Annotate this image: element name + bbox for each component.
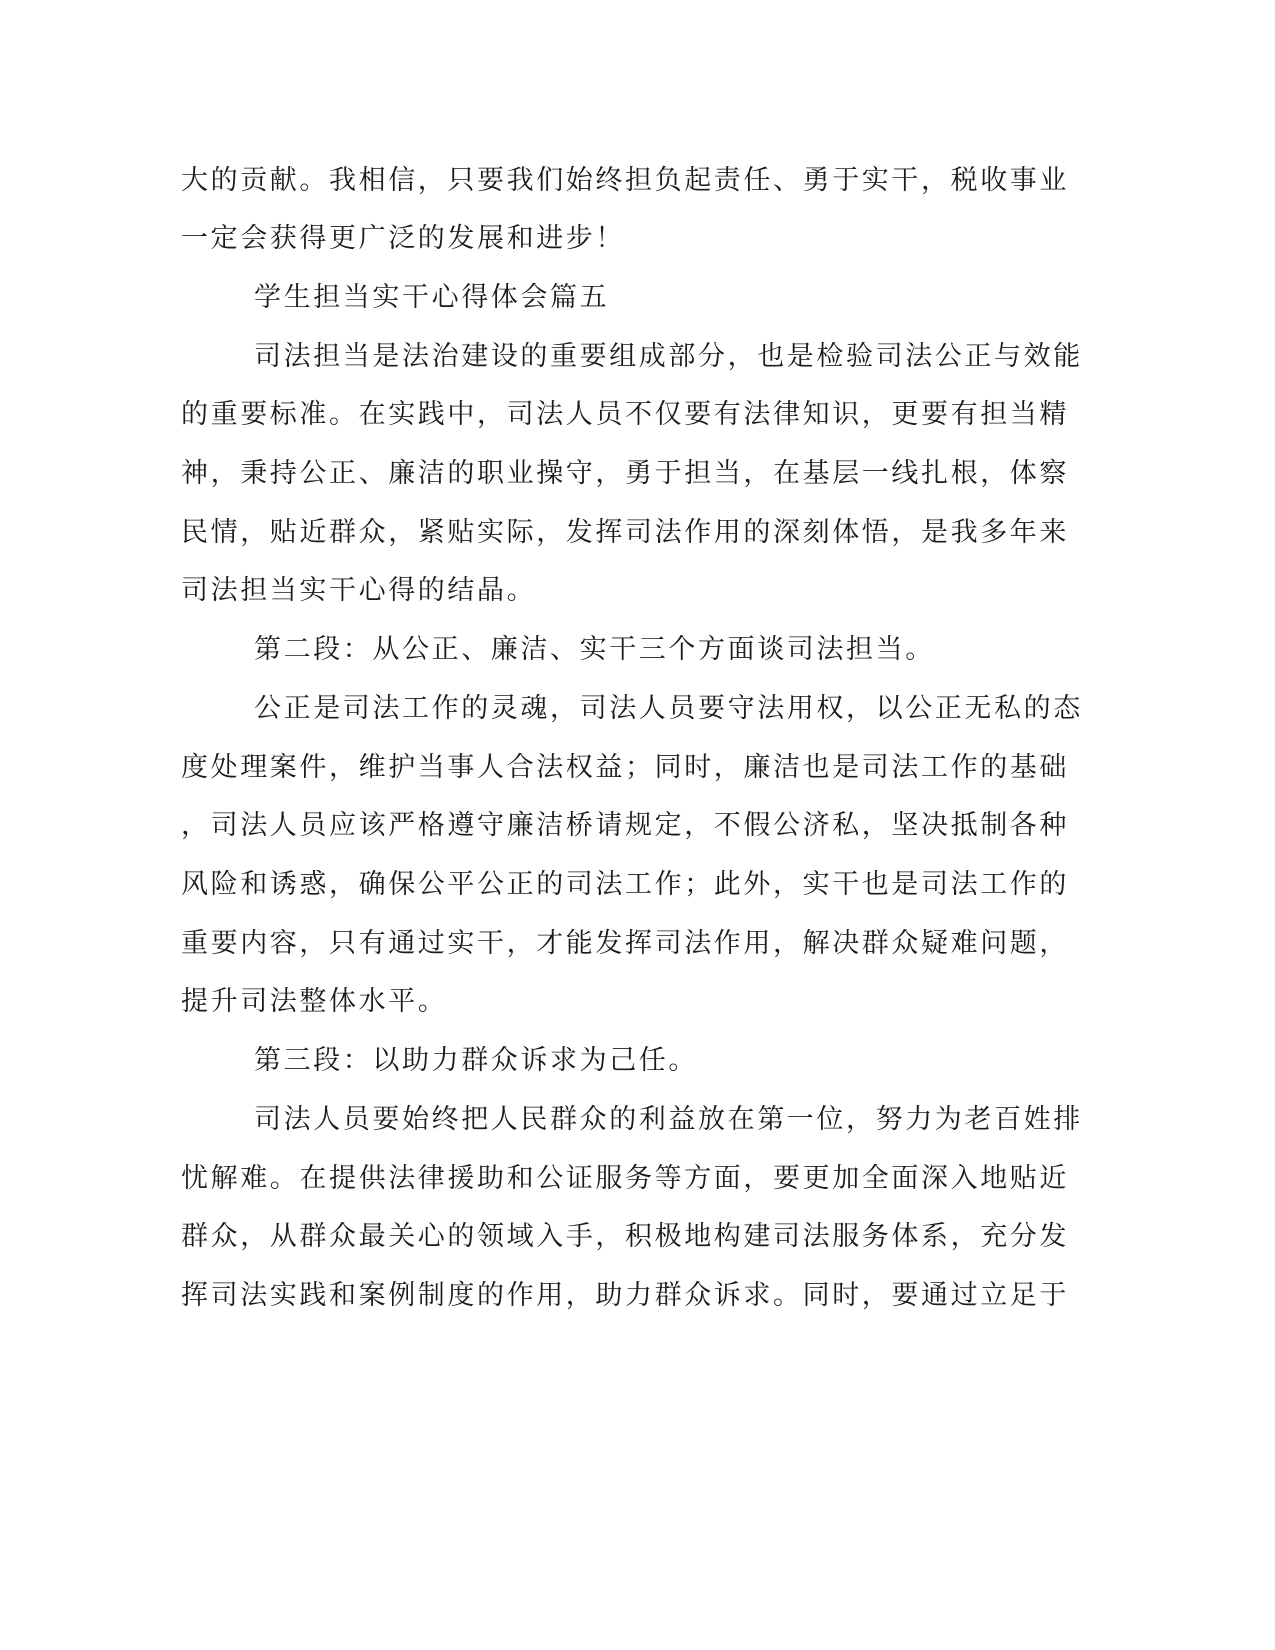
text-line: 神，秉持公正、廉洁的职业操守，勇于担当，在基层一线扎根，体察 bbox=[181, 458, 1069, 489]
section-heading: 学生担当实干心得体会篇五 bbox=[254, 282, 610, 313]
paragraph-first-line: 司法担当是法治建设的重要组成部分，也是检验司法公正与效能 bbox=[254, 341, 1083, 372]
paragraph-heading-3: 第三段：以助力群众诉求为己任。 bbox=[254, 1045, 698, 1076]
text-line: 大的贡献。我相信，只要我们始终担负起责任、勇于实干，税收事业 bbox=[181, 165, 1069, 196]
text-line: 重要内容，只有通过实干，才能发挥司法作用，解决群众疑难问题， bbox=[181, 928, 1069, 959]
text-line: 挥司法实践和案例制度的作用，助力群众诉求。同时，要通过立足于 bbox=[181, 1280, 1069, 1311]
paragraph-first-line: 公正是司法工作的灵魂，司法人员要守法用权，以公正无私的态 bbox=[254, 693, 1083, 724]
text-line: 的重要标准。在实践中，司法人员不仅要有法律知识，更要有担当精 bbox=[181, 399, 1069, 430]
text-line: ，司法人员应该严格遵守廉洁桥请规定，不假公济私，坚决抵制各种 bbox=[181, 810, 1069, 841]
text-line: 民情，贴近群众，紧贴实际，发挥司法作用的深刻体悟，是我多年来 bbox=[181, 517, 1069, 548]
text-line: 提升司法整体水平。 bbox=[181, 986, 448, 1017]
paragraph-heading-2: 第二段：从公正、廉洁、实干三个方面谈司法担当。 bbox=[254, 634, 935, 665]
text-line: 忧解难。在提供法律援助和公证服务等方面，要更加全面深入地贴近 bbox=[181, 1163, 1069, 1194]
paragraph-first-line: 司法人员要始终把人民群众的利益放在第一位，努力为老百姓排 bbox=[254, 1104, 1083, 1135]
text-line: 一定会获得更广泛的发展和进步！ bbox=[181, 223, 625, 254]
text-line: 度处理案件，维护当事人合法权益；同时，廉洁也是司法工作的基础 bbox=[181, 752, 1069, 783]
text-line: 风险和诱惑，确保公平公正的司法工作；此外，实干也是司法工作的 bbox=[181, 869, 1069, 900]
text-line: 司法担当实干心得的结晶。 bbox=[181, 575, 537, 606]
text-line: 群众，从群众最关心的领域入手，积极地构建司法服务体系，充分发 bbox=[181, 1221, 1069, 1252]
